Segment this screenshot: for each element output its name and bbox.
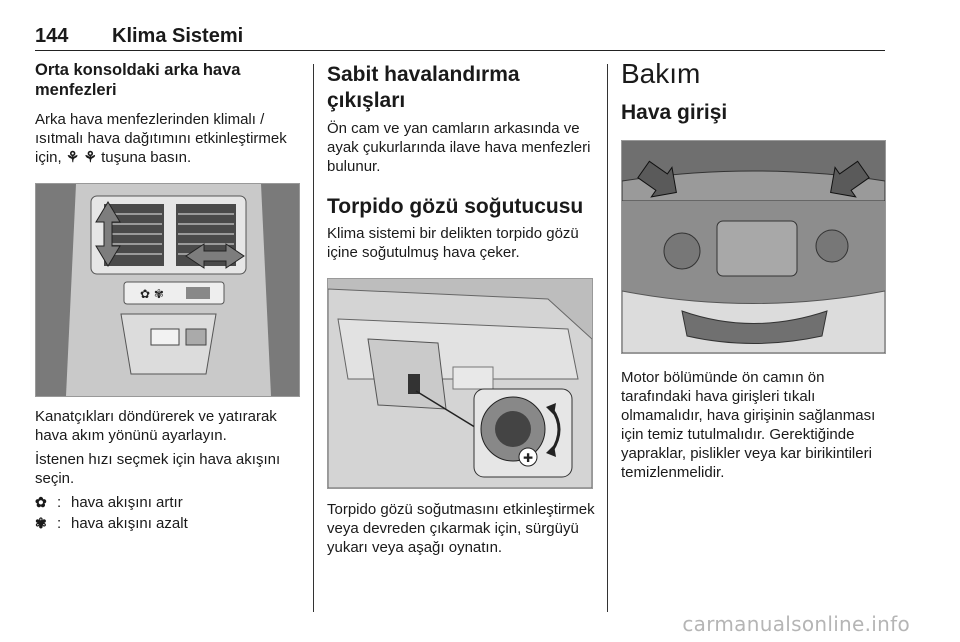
page-number: 144 bbox=[35, 25, 69, 47]
fan-speed-list bbox=[35, 493, 300, 533]
rear-vents-heading: Orta konsoldaki arka hava menfezleri bbox=[35, 61, 241, 99]
rear-airflow-icon: ⚘ ⚘ bbox=[65, 149, 97, 166]
item-separator: : bbox=[57, 494, 62, 511]
air-intake-text: Motor bölümünde ön camın ön tarafındaki hava girişleri tıkalı olmamalıdır, hava girişinin sağlanması için temiz tutulmalıdır. Gerektiğinde yapraklar, pislikler veya kar birikintileri temizlenmelidir. bbox=[621, 369, 876, 481]
air-intake-heading: Hava girişi bbox=[621, 101, 728, 124]
maintenance-heading: Bakım bbox=[621, 58, 701, 89]
fixed-vents-text: Ön cam ve yan camların arkasında ve ayak çukurlarında ilave hava menfezleri bulunur. bbox=[327, 120, 591, 175]
glovebox-heading: Torpido gözü soğutucusu bbox=[327, 195, 584, 218]
glovebox-text: Klima sistemi bir delikten torpido gözü içine soğutulmuş hava çeker. bbox=[327, 225, 579, 261]
rear-vents-intro bbox=[35, 110, 300, 167]
fan-low-icon: ✾ bbox=[35, 515, 47, 531]
fan-high-icon: ✿ bbox=[35, 494, 47, 510]
svg-text:✚: ✚ bbox=[523, 451, 534, 465]
glovebox-caption: Torpido gözü soğutmasını etkinleştirmek veya devreden çıkarmak için, sürgüyü yukarı veya aşağı oynatın. bbox=[327, 501, 595, 556]
rear-vents-intro-tail: tuşuna basın. bbox=[101, 149, 192, 166]
column-maintenance bbox=[621, 60, 891, 482]
adjust-direction-text: Kanatçıkları döndürerek ve yatırarak hava akım yönünü ayarlayın. bbox=[35, 408, 277, 444]
fan-low-label: hava akışını azalt bbox=[71, 515, 188, 532]
air-intake-figure bbox=[621, 140, 886, 354]
fan-speed-item bbox=[35, 514, 300, 533]
select-speed-text: İstenen hızı seçmek için hava akışını seçin. bbox=[35, 451, 281, 487]
watermark: carmanualsonline.info bbox=[682, 612, 910, 636]
svg-text:✿ ✾: ✿ ✾ bbox=[140, 287, 164, 301]
column-divider-2 bbox=[607, 64, 608, 612]
rear-vents-intro-text: Arka hava menfezlerinden klimalı / ısıtmalı hava dağıtımını etkinleştirmek için, bbox=[35, 111, 287, 166]
column-fixed-vents bbox=[327, 60, 595, 557]
page-header bbox=[35, 22, 885, 51]
fixed-vents-heading: Sabit havalandırma çıkışları bbox=[327, 63, 520, 112]
fan-high-label: hava akışını artır bbox=[71, 494, 183, 511]
item-separator: : bbox=[57, 515, 62, 532]
column-divider-1 bbox=[313, 64, 314, 612]
column-rear-vents bbox=[35, 60, 300, 533]
chapter-title: Klima Sistemi bbox=[112, 25, 244, 47]
fan-speed-item bbox=[35, 493, 300, 512]
glovebox-figure bbox=[327, 278, 593, 489]
rear-vents-figure bbox=[35, 183, 300, 397]
